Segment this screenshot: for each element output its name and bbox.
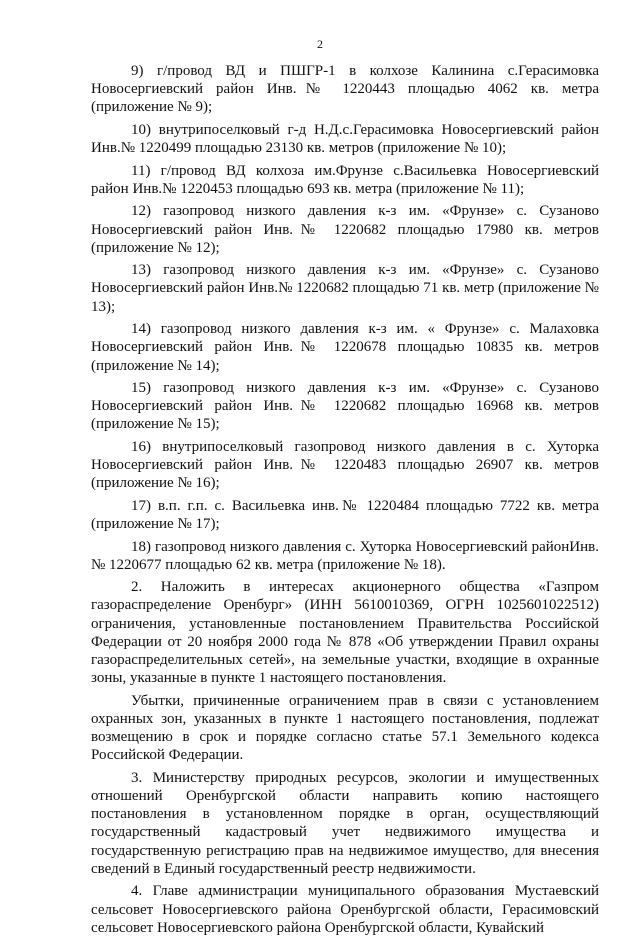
- section-paragraph: Убытки, причиненные ограничением прав в связи с установлением охранных зон, указанных в пункте 1 настоящего постановления, подлежат возмещению в срок и порядке согласно статье 57.1 Земельного кодекса Российской Федерации.: [91, 692, 599, 764]
- section-paragraph: 4. Главе администрации муниципального образования Мустаевский сельсовет Новосергиевского района Оренбургской области, Герасимовский сельсовет Новосергиевского района Оренбургской области, Кувайский: [91, 883, 599, 936]
- list-item: 11) г/провод ВД колхоза им.Фрунзе с.Васильевка Новосергиевский район Инв.№ 1220453 площадью 693 кв. метра (приложение № 11);: [91, 162, 599, 197]
- section-paragraph: 3. Министерству природных ресурсов, экологии и имущественных отношений Оренбургской области направить копию настоящего постановления в установленном порядке в орган, осуществляющий государственный кадастровый учет недвижимого имущества и государственную регистрацию прав на недвижимое имущество, для внесения сведений в Единый государственный реестр недвижимости.: [91, 769, 599, 877]
- list-item: 10) внутрипоселковый г-д Н.Д.с.Герасимовка Новосергиевский район Инв.№ 1220499 площадью 23130 кв. метров (приложение № 10);: [91, 121, 599, 157]
- list-item: 13) газопровод низкого давления к-з им. «Фрунзе» с. Сузаново Новосергиевский район Инв.№ 1220682 площадью 71 кв. метр (приложение № 13);: [91, 262, 599, 315]
- section-paragraph: 2. Наложить в интересах акционерного общества «Газпром газораспределение Оренбург» (ИНН 5610010369, ОГРН 1025601022512) ограничения, установленные постановлением Правительства Российской Федерации от 20 ноября 2000 года № 878 «Об утверждении Правил охраны газораспределительных сетей», на земельные участки, входящие в охранные зоны, указанные в пункте 1 настоящего постановления.: [91, 579, 599, 687]
- list-item: 16) внутрипоселковый газопровод низкого давления в с. Хуторка Новосергиевский район Инв.№ 1220483 площадью 26907 кв. метров (приложение № 16);: [91, 438, 599, 492]
- list-item: 18) газопровод низкого давления с. Хуторка Новосергиевский районИнв.№ 1220677 площадью 62 кв. метра (приложение № 18).: [91, 538, 599, 573]
- list-item: 15) газопровод низкого давления к-з им. «Фрунзе» с. Сузаново Новосергиевский район Инв.№ 1220682 площадью 16968 кв. метров (приложение № 15);: [91, 380, 599, 433]
- page-number: 2: [317, 37, 323, 51]
- list-item: 9) г/провод ВД и ПШГР-1 в колхозе Калинина с.Герасимовка Новосергиевский район Инв.№ 1220443 площадью 4062 кв. метра (приложение № 9);: [91, 63, 599, 116]
- list-item: 14) газопровод низкого давления к-з им. « Фрунзе» с. Малаховка Новосергиевский район Инв.№ 1220678 площадью 10835 кв. метров (приложение № 14);: [91, 321, 599, 374]
- list-item: 17) в.п. г.п. с. Васильевка инв.№ 1220484 площадью 7722 кв. метра (приложение № 17);: [91, 497, 599, 533]
- list-item: 12) газопровод низкого давления к-з им. «Фрунзе» с. Сузаново Новосергиевский район Инв.№ 1220682 площадью 17980 кв. метров (приложение № 12);: [91, 203, 599, 256]
- document-body: [91, 62, 599, 941]
